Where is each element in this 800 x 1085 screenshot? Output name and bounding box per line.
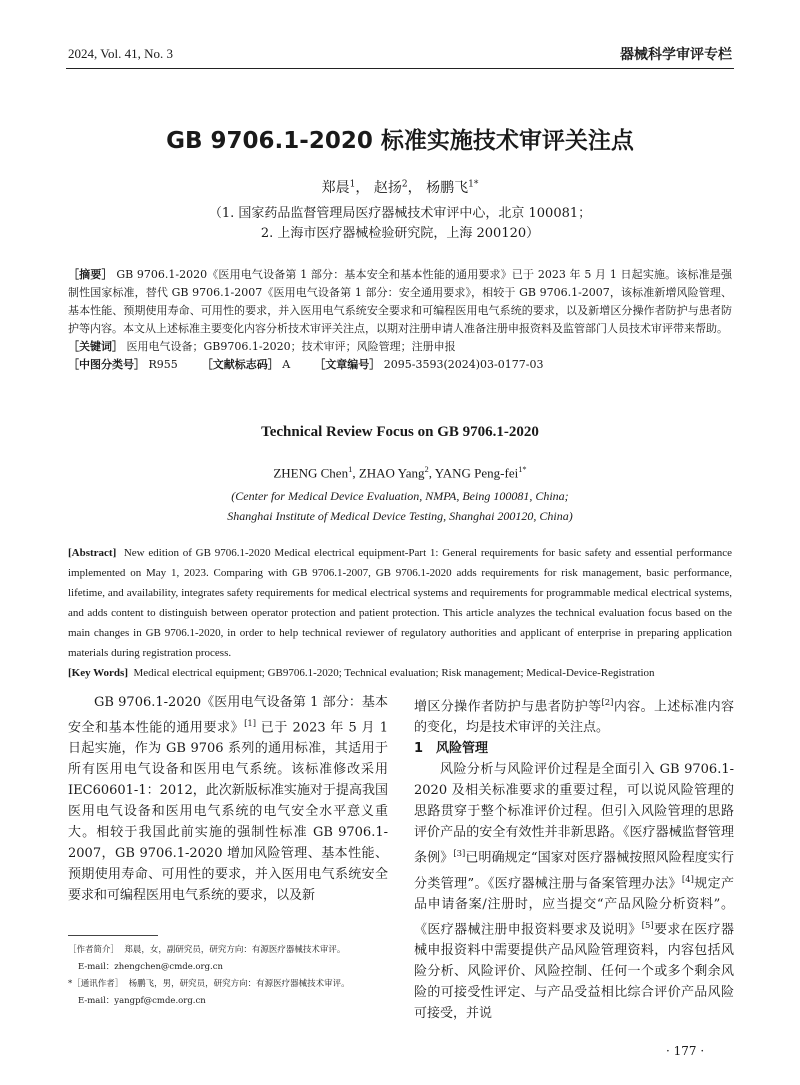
journal-column-name: 器械科学审评专栏 <box>620 47 732 63</box>
footnote-corresponding-email[interactable]: E-mail：yangpf@cmde.org.cn <box>78 996 206 1006</box>
footnote-text: 杨鹏飞，男，研究员，研究方向：有源医疗器械技术审评。 <box>128 979 350 989</box>
body-paragraph <box>414 692 734 738</box>
abstract-en-block <box>68 543 732 683</box>
author-affil-mark: 1 <box>348 464 353 474</box>
clc-value: R955 <box>148 358 178 371</box>
footnote-text: 郑晨，女，副研究员，研究方向：有源医疗器械技术审评。 <box>124 945 346 955</box>
affiliation-line: (Center for Medical Device Evaluation, NMPA, Being 100081, China; <box>231 489 569 503</box>
article-title-en: Technical Review Focus on GB 9706.1-2020 <box>261 424 539 440</box>
affiliation-line: （1. 国家药品监督管理局医疗器械技术审评中心，北京 100081； <box>208 206 592 221</box>
page-number: · 177 · <box>666 1044 705 1058</box>
clc-label: ［中图分类号］ <box>68 358 145 371</box>
doc-code-label: ［文献标志码］ <box>201 358 279 371</box>
journal-volume-issue: 2024, Vol. 41, No. 3 <box>68 46 173 61</box>
author-name: 郑晨 <box>321 180 350 196</box>
body-text: 风险分析与风险评价过程是全面引入 GB 9706.1-2020 及相关标准要求的重要过程，可以说风险管理的思路贯穿于整个标准评价过程。但引入风险管理的思路评价产品的安全有效性并非新思路。《医疗器械监督管理条例》 <box>414 762 734 866</box>
affiliation-line: Shanghai Institute of Medical Device Testing, Shanghai 200120, China) <box>227 509 573 523</box>
abstract-label: [Abstract] <box>68 547 117 559</box>
doc-code-value: A <box>282 358 291 371</box>
footnotes <box>68 942 390 1010</box>
section-heading: 1 风险管理 <box>414 741 489 757</box>
header-rule <box>66 68 734 69</box>
body-text: 内容。上述标准内容的变化，均是技术审评的关注点。 <box>414 699 734 736</box>
abstract-text: New edition of GB 9706.1-2020 Medical electrical equipment-Part 1: General requirements for basic safety and essential performance implemented on May 1, 2023. Comparing with GB 9706.1-2007, GB 9706.1-2020 adds requirements for risk management, basic performance, lifetime, and availability, integrates safety requirements for medical electrical systems and requirements for programmable medical electrical systems, and adds content to distinguish between operator protection and patient protection. This article analyzes the technical evaluation focus based on the main changes in GB 9706.1-2020, in order to help technical reviewer of regulatory authorities and applicant of enterprise in preparing application materials during registration process. <box>68 547 733 659</box>
abstract-label: ［摘要］ <box>68 268 113 281</box>
citation-ref[interactable]: [5] <box>641 919 654 930</box>
author-name: 赵扬 <box>373 180 402 196</box>
body-text: 要求在医疗器械申报资料中需要提供产品风险管理资料，内容包括风险分析、风险评价、风险控制、任何一个或多个剩余风险的可接受性评定、与产品受益相比综合评价产品风险可接受，并说 <box>414 922 734 1022</box>
affiliation-line: 2. 上海市医疗器械检验研究院，上海 200120） <box>260 226 540 241</box>
footnote-author <box>68 942 390 959</box>
abstract-cn-block <box>68 266 732 374</box>
citation-ref[interactable]: [4] <box>681 873 694 884</box>
citation-ref[interactable]: [1] <box>244 718 257 728</box>
footnote-label: ［作者简介］ <box>68 945 120 955</box>
keywords-text: Medical electrical equipment; GB9706.1-2020; Technical evaluation; Risk management; Medical-Device-Registration <box>133 667 655 679</box>
footnote-label: *［通讯作者］ <box>68 979 124 989</box>
body-text: 已明确规定“国家对医疗器械按照风险程度实行分类管理”。《医疗器械注册与备案管理办法》 <box>414 850 734 891</box>
author-name: ZHAO Yang <box>358 465 425 481</box>
author-affil-mark: 2 <box>401 179 408 190</box>
body-paragraph <box>414 759 734 1024</box>
affiliations-cn <box>0 204 800 244</box>
body-text: GB 9706.1-2020《医用电气设备第 1 部分：基本安全和基本性能的通用要求》 <box>68 695 388 736</box>
article-number-value: 2095-3593(2024)03-0177-03 <box>383 358 544 371</box>
citation-ref[interactable]: [3] <box>453 848 466 859</box>
body-column-right <box>414 692 734 1024</box>
body-text: 规定产品申请备案/注册时，应当提交“产品风险分析资料”。《医疗器械注册申报资料要求及说明》 <box>414 875 734 938</box>
authors-en: ZHENG Chen$^1$, ZHAO Yang$^2$, YANG Peng-fei$^{1*}$ <box>273 464 527 481</box>
author-affil-mark: 1 <box>349 179 356 190</box>
body-paragraph <box>68 692 388 906</box>
abstract-en <box>68 543 732 663</box>
body-text: 已于 2023 年 5 月 1 日起实施，作为 GB 9706 系列的通用标准，其适用于所有医用电气设备和医用电气系统。该标准修改采用 IEC60601-1：2012，此次新版标准实施对于提高我国医用电气设备和医用电气系统的电气安全水平意义重大。相较于我国此前实施的强制性标准 GB 9706.1-2007，GB 9706.1-2020 增加风险管理、基本性能、预期使用寿命、可用性的要求，并入医用电气系统安全要求和可编程医用电气系统的要求，以及新 <box>68 720 388 904</box>
abstract-text: GB 9706.1-2020《医用电气设备第 1 部分：基本安全和基本性能的通用要求》已于 2023 年 5 月 1 日起实施。该标准是强制性国家标准，替代 GB 9706.1-2007《医用电气设备第 1 部分：安全通用要求》，相较于 GB 9706.1-2007，该标准新增风险管理、基本性能、预期使用寿命、可用性的要求，并入医用电气系统安全要求和可编程医用电气系统的要求，以及新增区分操作者防护与患者防护等内容。本文从上述标准主要变化内容分析技术审评关注点，以期对注册申请人准备注册申报资料及监管部门人员技术审评带来帮助。 <box>68 268 733 335</box>
body-text: 增区分操作者防护与患者防护等 <box>414 699 602 715</box>
article-title-cn: GB 9706.1-2020 标准实施技术审评关注点 <box>166 128 634 154</box>
footnote-rule <box>68 935 158 936</box>
classification-line <box>68 356 732 374</box>
article-number-label: ［文章编号］ <box>314 358 381 371</box>
affiliations-en <box>0 486 800 526</box>
keywords-label: [Key Words] <box>68 667 128 679</box>
author-name: YANG Peng-fei <box>434 465 519 481</box>
authors-cn: 郑晨$^1$， 赵扬$^2$， 杨鹏飞$^{1*}$ <box>321 179 479 196</box>
abstract-cn <box>68 266 732 338</box>
keywords-cn <box>68 338 732 356</box>
author-affil-mark: 2 <box>424 464 429 474</box>
keywords-text: 医用电气设备；GB9706.1-2020；技术审评；风险管理；注册申报 <box>126 340 456 353</box>
body-column-left <box>68 692 388 906</box>
footnote-corresponding <box>68 976 390 993</box>
author-name: ZHENG Chen <box>273 465 349 481</box>
author-name: 杨鹏飞 <box>426 180 469 196</box>
footnote-author-email[interactable]: E-mail：zhengchen@cmde.org.cn <box>78 962 223 972</box>
author-affil-mark: 1* <box>468 179 479 190</box>
keywords-en <box>68 663 732 683</box>
author-affil-mark: 1* <box>518 464 527 474</box>
citation-ref[interactable]: [2] <box>601 697 614 707</box>
keywords-label: ［关键词］ <box>68 340 123 353</box>
